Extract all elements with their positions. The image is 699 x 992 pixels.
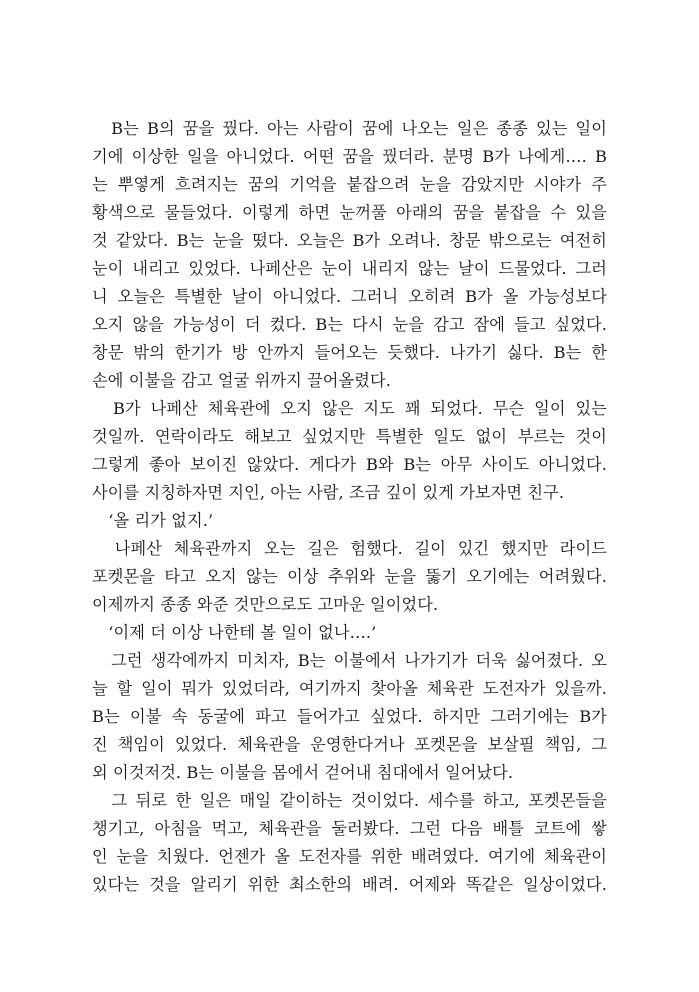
text-line: 니 오늘은 특별한 날이 아니었다. 그러니 오히려 B가 올 가능성보다 — [92, 287, 607, 306]
text-line: 있다는 것을 알리기 위한 최소한의 배려. 어제와 똑같은 일상이었다. — [92, 875, 607, 894]
text-line: ‘올 리가 없지.’ — [92, 511, 214, 530]
text-line: 사이를 지칭하자면 지인, 아는 사람, 조금 깊이 있게 가보자면 친구. — [92, 483, 565, 502]
text-line: 창문 밖의 한기가 방 안까지 들어오는 듯했다. 나가기 싫다. B는 한 — [92, 343, 607, 362]
text-line: 외 이것저것. B는 이불을 몸에서 걷어내 침대에서 일어났다. — [92, 763, 514, 782]
text-line: 기에 이상한 일을 아니었다. 어떤 꿈을 꿨더라. 분명 B가 나에게…. B — [92, 147, 607, 166]
text-line: 그렇게 좋아 보이진 않았다. 게다가 B와 B는 아무 사이도 아니었다. — [92, 455, 607, 474]
text-line: 황색으로 물들었다. 이렇게 하면 눈꺼풀 아래의 꿈을 붙잡을 수 있을 — [92, 203, 607, 222]
text-line: 늘 할 일이 뭐가 있었더라, 여기까지 찾아올 체육관 도전자가 있을까. — [92, 679, 607, 698]
text-line: 는 뿌옇게 흐려지는 꿈의 기억을 붙잡으려 눈을 감았지만 시야가 주 — [92, 175, 607, 194]
text-line: 나페산 체육관까지 오는 길은 험했다. 길이 있긴 했지만 라이드 — [92, 539, 607, 558]
text-line: 눈이 내리고 있었다. 나페산은 눈이 내리지 않는 날이 드물었다. 그러 — [92, 259, 607, 278]
text-line: 인 눈을 치웠다. 언젠가 올 도전자를 위한 배려였다. 여기에 체육관이 — [92, 847, 607, 866]
text-line: B는 이불 속 동굴에 파고 들어가고 싶었다. 하지만 그러기에는 B가 — [92, 707, 607, 726]
text-line: 오지 않을 가능성이 더 컸다. B는 다시 눈을 감고 잠에 들고 싶었다. — [92, 315, 607, 334]
text-line: B는 B의 꿈을 꿨다. 아는 사람이 꿈에 나오는 일은 종종 있는 일이 — [92, 119, 607, 138]
text-line: 그런 생각에까지 미치자, B는 이불에서 나가기가 더욱 싫어졌다. 오 — [92, 651, 607, 670]
text-line: 포켓몬을 타고 오지 않는 이상 추위와 눈을 뚫기 오기에는 어려웠다. — [92, 567, 607, 586]
text-line: 손에 이불을 감고 얼굴 위까지 끌어올렸다. — [92, 371, 392, 390]
text-line: 챙기고, 아침을 먹고, 체육관을 둘러봤다. 그런 다음 배틀 코트에 쌓 — [92, 819, 607, 838]
text-line: 그 뒤로 한 일은 매일 같이하는 것이었다. 세수를 하고, 포켓몬들을 — [92, 791, 607, 810]
text-line: 것 같았다. B는 눈을 떴다. 오늘은 B가 오려나. 창문 밖으로는 여전히 — [92, 231, 607, 250]
text-line: 진 책임이 있었다. 체육관을 운영한다거나 포켓몬을 보살필 책임, 그 — [92, 735, 607, 754]
text-line: B가 나페산 체육관에 오지 않은 지도 꽤 되었다. 무슨 일이 있는 — [92, 399, 607, 418]
text-line: ‘이제 더 이상 나한테 볼 일이 없나….’ — [92, 623, 377, 642]
text-line: 것일까. 연락이라도 해보고 싶었지만 특별한 일도 없이 부르는 것이 — [92, 427, 607, 446]
text-line: 이제까지 종종 와준 것만으로도 고마운 일이었다. — [92, 595, 439, 614]
